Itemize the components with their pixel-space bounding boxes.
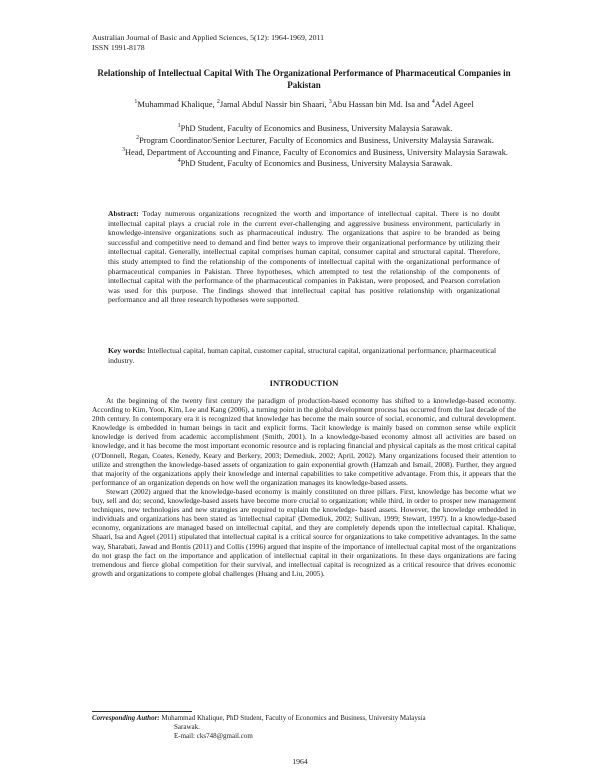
author-sup: 1: [134, 99, 138, 106]
author-name: Muhammad Khalique,: [137, 99, 217, 109]
affiliation-sup: 4: [177, 158, 181, 165]
affiliation-text: Program Coordinator/Senior Lecturer, Faculty of Economics and Business, University Malaysia Sarawak.: [139, 135, 494, 145]
issn: ISSN 1991-8178: [92, 43, 145, 52]
paragraph: At the beginning of the twenty first century the paradigm of production-based economy has shifted to a knowledge-based economy. According to Kim, Yoon, Kim, Lee and Kang (2006), a turning point in the global development process has occurred from the last decade of the 20th century. In contemporary era it is recognized that knowledge has become the main source of social, economic, and cultural development. Knowledge is embedded in human beings in tacit and explicit forms. Tacit knowledge is mainly based on common sense while explicit knowledge is derived from academic accomplishment (Smith, 2001). In a knowledge-based economy almost all activities are based on knowledge, and it has become the most important economic resource and is replacing financial and physical capitals as the most critical capital (O'Donnell, Regan, Coates, Kenedy, Keary and Berkery, 2003; Demediuk, 2002; April, 2002). Many organizations focused their attention to utilize and strengthen the knowledge-based assets of organization to gain exponential growth (Hamzah and Ismail, 2008). Further, they argued that majority of the organizations apply their knowledge and internal capabilities to take competitive advantage. From this, it appears that the performance of an organization depends on how well the organization manages its knowledge-based assets.: [92, 396, 516, 487]
affiliation-text: PhD Student, Faculty of Economics and Business, University Malaysia Sarawak.: [180, 159, 453, 169]
affiliation: [120, 136, 510, 147]
affiliation-sup: 2: [136, 135, 140, 141]
corresponding-label: Corresponding Author:: [92, 714, 160, 722]
keywords-label: Key words:: [108, 346, 146, 355]
author-name: Adel Ageel: [434, 99, 474, 109]
author-name: Abu Hassan bin Md. Isa and: [331, 99, 432, 109]
affiliation-sup: 3: [121, 146, 125, 153]
author-list: [92, 99, 516, 110]
affiliation: [120, 124, 510, 135]
journal-citation: Australian Journal of Basic and Applied Sciences, 5(12): 1964-1969, 2011: [92, 33, 325, 42]
affiliation-text: Head, Department of Accounting and Finance, Faculty of Economics and Business, University Malaysia Sarawak.: [124, 147, 509, 157]
corresponding-email: E-mail: cks748@gmail.com: [174, 732, 253, 740]
keywords: [108, 346, 500, 365]
abstract-label: Abstract:: [108, 209, 139, 218]
affiliation: [120, 159, 510, 170]
affiliation-sup: 1: [177, 123, 181, 130]
corresponding-line-2: Sarawak.: [174, 723, 200, 731]
affiliation-list: [120, 124, 510, 171]
author-sup: 3: [328, 99, 332, 106]
body-text: [92, 396, 516, 578]
author-name: Jamal Abdul Nassir bin Shaari,: [219, 99, 329, 109]
footnote-divider: [92, 711, 192, 712]
page-number: 1964: [292, 757, 308, 766]
section-heading: INTRODUCTION: [269, 378, 339, 388]
abstract: [108, 209, 500, 305]
affiliation-text: PhD Student, Faculty of Economics and Business, University Malaysia Sarawak.: [180, 124, 453, 133]
paragraph: Stewart (2002) argued that the knowledge-based economy is mainly constituted on three pillars. First, knowledge has become what we buy, sell and do; second, knowledge-based assets have become more crucial to organization; while third, in order to prosper new management techniques, new technologies and new strategies are required to explain the knowledge- based assets. However, the knowledge embedded in individuals and organizations has been stated as 'intellectual capital' (Demediuk, 2002; Sullivan, 1999; Stewart, 1997). In a knowledge-based economy, organizations are managed based on intellectual capital, and they are completely depends upon the intellectual capital. Khalique, Shaari, Isa and Ageel (2011) stipulated that intellectual capital is a critical source for organizations to take competitive advantages. In the same way, Sharabati, Jawad and Bontis (2011) and Collis (1996) argued that inspite of the importance of intellectual capital most of the organizations do not grasp the fact on the importance and application of intellectual capital in their organizations. In these days organizations are facing tremendous and fierce global competition for their survival, and intellectual capital is recognized as a critical resource that drives economic growth and organizations to compete global challenges (Huang and Liu, 2005).: [92, 486, 516, 578]
corresponding-line: [92, 714, 516, 723]
paper-title: Relationship of Intellectual Capital With The Organizational Performance of Pharmaceutical Companies in Pakistan: [97, 68, 511, 90]
keywords-text: Intellectual capital, human capital, customer capital, structural capital, organizational performance, pharmaceutical industry.: [108, 346, 497, 365]
author-sup: 4: [431, 99, 435, 106]
abstract-text: Today numerous organizations recognized the worth and importance of intellectual capital. There is no doubt intellectual capital plays a crucial role in the current ever-challenging and aggressive business environment, particularly in knowledge-intensive organizations such as pharmaceutical industry. The organizations that aspire to be branded as being successful and competitive need to demand and find better ways to improve their organizational performance by utilizing their intellectual capital. Generally, intellectual capital comprises human capital, consumer capital and structural capital. Therefore, this study attempted to find the relationship of the components of intellectual capital with the organizational performance of pharmaceutical companies in Pakistan. Three hypotheses, which attempted to test the relationship of the components of intellectual capital with the performance of the pharmaceutical companies in Pakistan, were proposed, and Pearson correlation was used for this purpose. The findings showed that intellectual capital has positive relationship with organizational performance and all three research hypotheses were supported.: [108, 209, 500, 305]
corresponding-author: [92, 714, 516, 741]
affiliation: [120, 148, 510, 159]
corresponding-text: Muhammad Khalique, PhD Student, Faculty of Economics and Business, University Malaysia: [159, 714, 426, 722]
journal-header: [92, 33, 324, 53]
author-sup: 2: [216, 99, 220, 106]
